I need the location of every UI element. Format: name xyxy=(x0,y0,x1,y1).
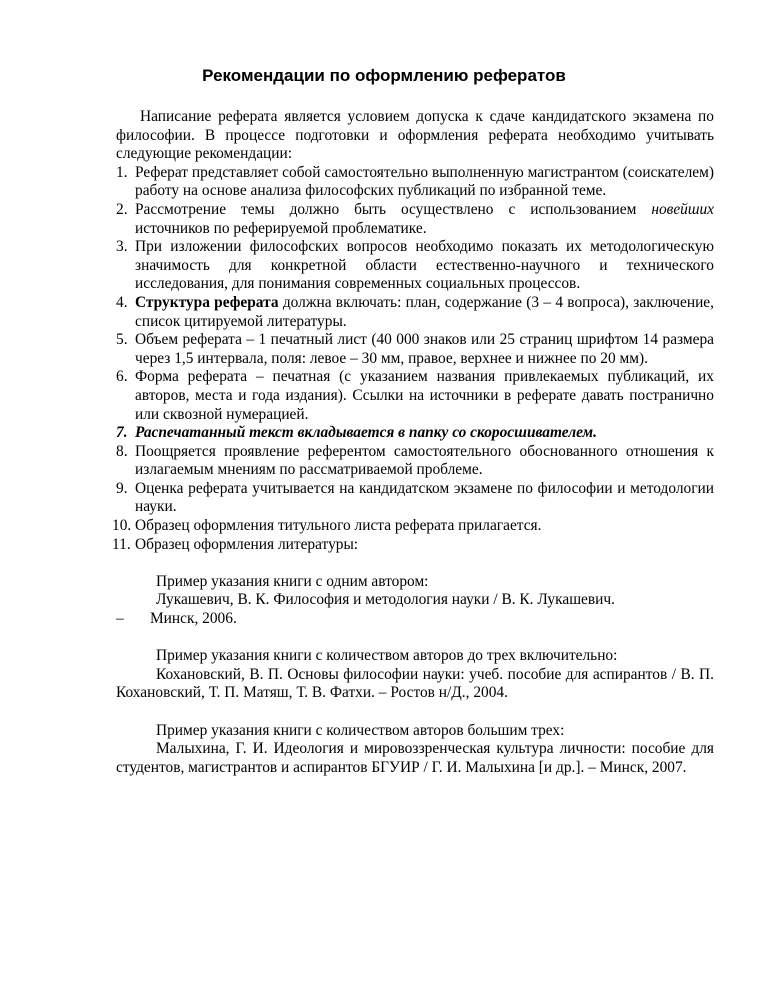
example-more-than-three-authors xyxy=(116,722,714,778)
page-title: Рекомендации по оформлению рефератов xyxy=(202,66,566,85)
intro-paragraph: Написание реферата является условием допуска к сдаче кандидатского экзамена по философии. В процессе подготовки и оформления реферата необходимо учитывать следующие рекомендации: xyxy=(116,108,714,163)
list-item: 6. Форма реферата – печатная (с указанием названия привлекаемых публикаций, их авторов, места и года издания). Ссылки на источники в реферате давать постранично или сквозной нумерацией. xyxy=(116,368,714,423)
example-reference: Лукашевич, В. К. Философия и методология науки / В. К. Лукашевич. xyxy=(156,591,615,609)
example-one-author xyxy=(116,573,714,629)
recommendations-list xyxy=(112,163,714,554)
list-item: 10. Образец оформления титульного листа реферата прилагается. xyxy=(112,517,542,535)
example-reference: Кохановский, В. П. Основы философии науки: учеб. пособие для аспирантов / В. П. Кохановский, Т. П. Матяш, Т. В. Фатхи. – Ростов н/Д., 2004. xyxy=(116,665,714,702)
list-item: 3. При изложении философских вопросов необходимо показать их методологическую значимость для конкретной области естественно-научного и технического исследования, для понимания современных социальных процессов. xyxy=(116,238,714,293)
example-reference-continuation: – Минск, 2006. xyxy=(116,610,237,628)
document-body xyxy=(112,108,714,777)
example-reference: Малыхина, Г. И. Идеология и мировоззренческая культура личности: пособие для студентов, магистрантов и аспирантов БГУИР / Г. И. Малыхина [и др.]. – Минск, 2007. xyxy=(116,740,714,776)
list-item: 8. Поощряется проявление референтом самостоятельного обоснованного отношения к излагаемым мнениям по рассматриваемой проблеме. xyxy=(116,442,714,479)
list-item: 4. Структура реферата должна включать: план, содержание (3 – 4 вопроса), заключение, список цитируемой литературы. xyxy=(116,293,714,330)
example-up-to-three-authors xyxy=(116,647,714,703)
list-item: 9. Оценка реферата учитывается на кандидатском экзамене по философии и методологии науки. xyxy=(116,479,714,516)
example-heading: Пример указания книги с количеством авторов большим трех: xyxy=(156,721,565,739)
example-heading: Пример указания книги с одним автором: xyxy=(156,572,429,590)
list-item: 5. Объем реферата – 1 печатный лист (40 000 знаков или 25 страниц шрифтом 14 размера через 1,5 интервала, поля: левое – 30 мм, правое, верхнее и нижнее по 20 мм). xyxy=(116,331,714,367)
example-heading: Пример указания книги с количеством авторов до трех включительно: xyxy=(156,647,618,665)
list-item: 1. Реферат представляет собой самостоятельно выполненную магистрантом (соискателем) работу на основе анализа философских публикаций по избранной теме. xyxy=(116,163,714,200)
list-item: 2. Рассмотрение темы должно быть осуществлено с использованием новейших источников по реферируемой проблематике. xyxy=(116,200,714,237)
list-item: 11. Образец оформления литературы: xyxy=(112,535,359,553)
list-item: 7. Распечатанный текст вкладывается в папку со скоросшивателем. xyxy=(116,424,597,442)
